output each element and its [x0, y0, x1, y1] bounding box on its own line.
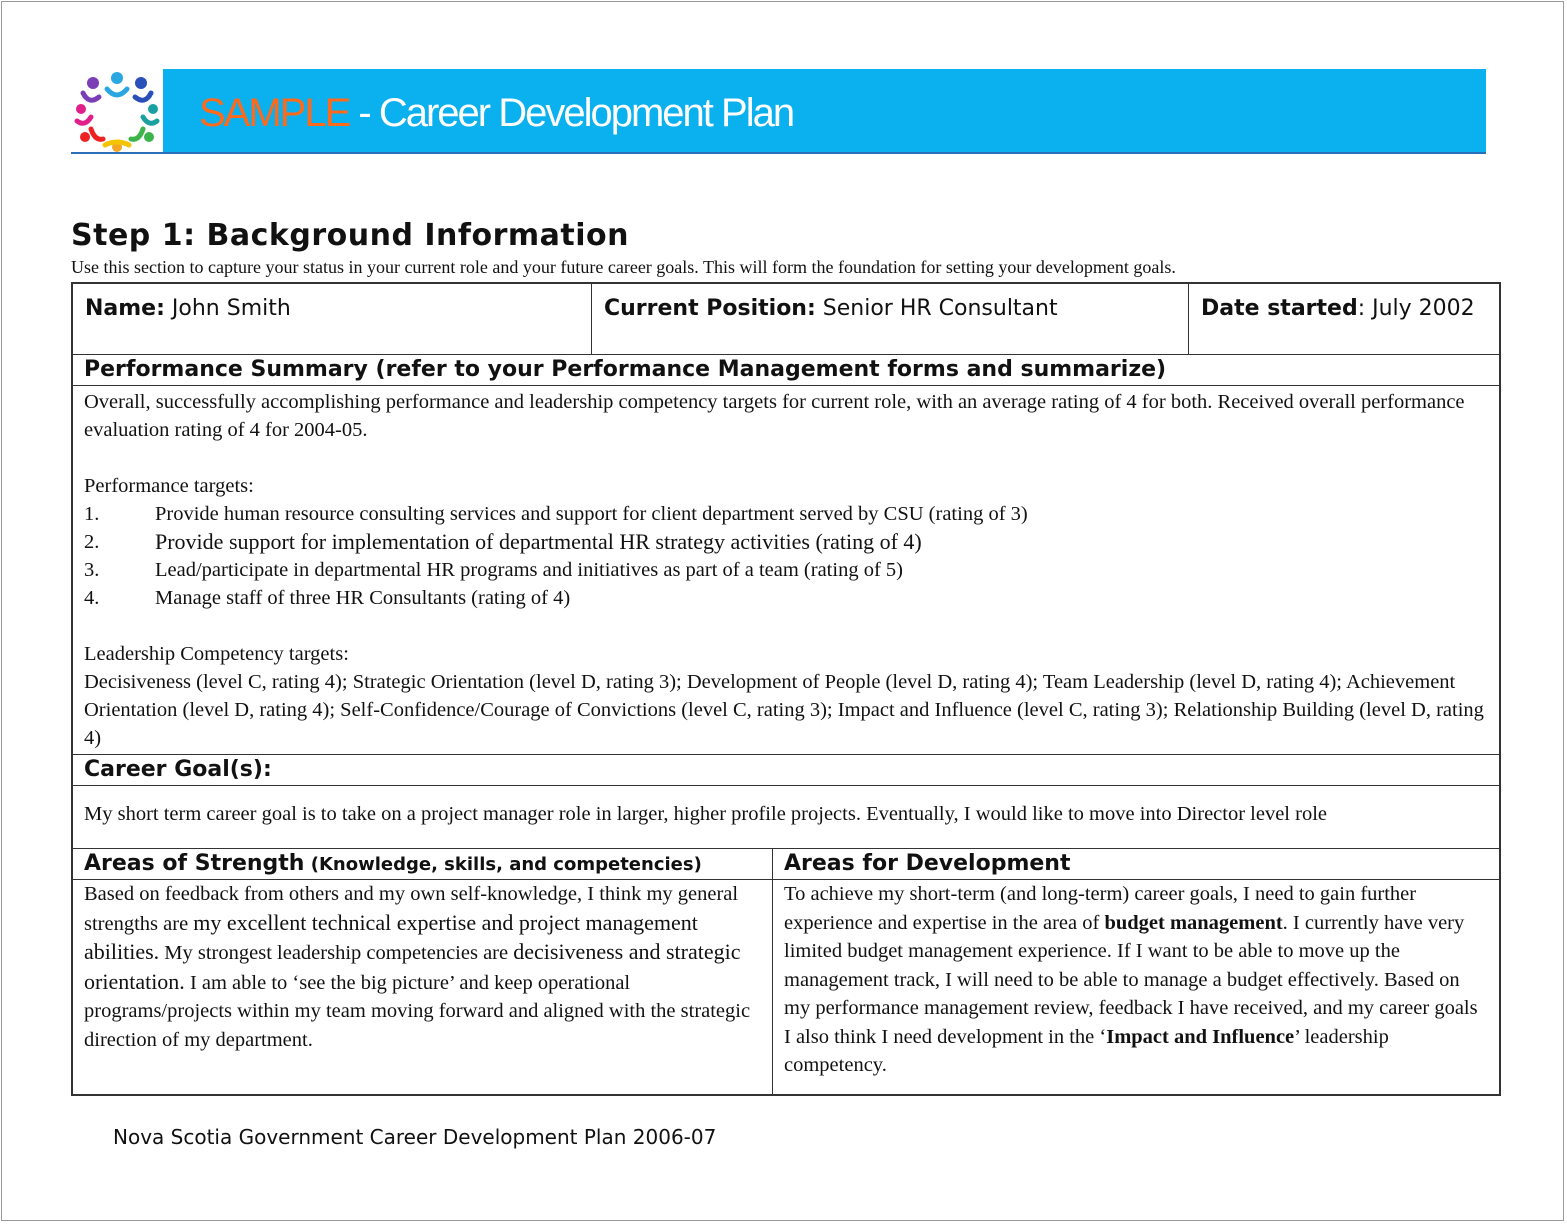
date-value: : July 2002	[1357, 296, 1475, 321]
list-text: Provide support for implementation of departmental HR strategy activities (rating of 4)	[155, 529, 922, 554]
name-cell	[73, 284, 591, 354]
people-circle-logo-icon	[71, 69, 163, 154]
sample-word: SAMPLE	[199, 91, 350, 135]
strength-text-5: I am able to ‘see the big picture’ and keep operational programs/projects within my team moving forward and aligned with the strategic direction of my department.	[84, 971, 751, 1051]
performance-body	[73, 386, 1499, 754]
performance-overall: Overall, successfully accomplishing performance and leadership competency targets for current role, with an average rating of 4 for both. Received overall performance evaluation rating of 4 for 2004-05.	[84, 391, 1465, 441]
name-value: John Smith	[164, 296, 291, 321]
list-item	[84, 584, 1488, 612]
development-text-2: budget management	[1104, 911, 1283, 934]
list-number: 2.	[84, 531, 100, 553]
date-label: Date started	[1201, 296, 1358, 321]
strength-text-2: my excellent technical expertise and project management abilities.	[84, 909, 698, 964]
strength-text-4: decisiveness and strategic orientation.	[84, 939, 741, 994]
title-text: - Career Development Plan	[349, 91, 794, 135]
name-label: Name:	[85, 296, 165, 321]
list-item	[84, 500, 1488, 528]
strength-text-3: My strongest leadership competencies are	[159, 942, 514, 964]
step-heading: Step 1: Background Information	[71, 218, 629, 253]
leadership-label: Leadership Competency targets:	[84, 643, 349, 665]
areas-heading-row	[73, 849, 1499, 880]
document-title	[199, 91, 793, 136]
background-form	[71, 282, 1501, 1096]
list-number: 4.	[84, 587, 100, 609]
info-row	[73, 284, 1499, 355]
list-item	[84, 556, 1488, 584]
areas-body-row	[73, 880, 1499, 1094]
career-body-row	[73, 786, 1499, 849]
leadership-text: Decisiveness (level C, rating 4); Strategic Orientation (level D, rating 3); Development of People (level D, rating 4); Team Leadership (level D, rating 4); Achievement Orientation (level D, rating 4); Self-Confidence/Courage of Convictions (level C, rating 3); Impact and Influence (level C, rating 3); Relationship Building (level D, rating 4)	[84, 671, 1484, 749]
list-item	[84, 528, 1488, 556]
position-cell	[591, 284, 1188, 354]
career-heading: Career Goal(s):	[84, 757, 272, 782]
date-cell	[1188, 284, 1499, 354]
career-heading-row	[73, 755, 1499, 786]
development-text-5: ’ leadership competency.	[784, 1025, 1389, 1076]
list-text: Lead/participate in departmental HR programs and initiatives as part of a team (rating of 5)	[155, 559, 903, 581]
development-body	[772, 880, 1499, 1094]
strength-body	[73, 880, 772, 1094]
performance-targets-label: Performance targets:	[84, 475, 254, 497]
development-text-4: Impact and Influence	[1106, 1025, 1295, 1048]
career-goal-text: My short term career goal is to take on a project manager role in larger, higher profile projects. Eventually, I would like to move into Director level role	[84, 803, 1327, 825]
step-intro: Use this section to capture your status in your current role and your future career goals. This will form the foundation for setting your development goals.	[71, 257, 1176, 277]
banner	[71, 69, 1486, 154]
position-label: Current Position:	[604, 296, 816, 321]
strength-heading-sub: (Knowledge, skills, and competencies)	[304, 854, 702, 875]
list-text: Manage staff of three HR Consultants (rating of 4)	[155, 587, 571, 609]
footer: Nova Scotia Government Career Development Plan 2006-07	[113, 1125, 717, 1149]
development-heading: Areas for Development	[772, 849, 1499, 879]
performance-body-row	[73, 386, 1499, 755]
banner-underline	[71, 152, 1486, 154]
performance-heading-row	[73, 355, 1499, 386]
list-number: 3.	[84, 559, 100, 581]
position-value: Senior HR Consultant	[815, 296, 1058, 321]
strength-heading-main: Areas of Strength	[84, 851, 305, 876]
strength-text-1: Based on feedback from others and my own self-knowledge, I think my general strengths are	[84, 883, 739, 935]
development-text-1: To achieve my short-term (and long-term) career goals, I need to gain further experience and expertise in the area of	[784, 883, 1417, 934]
list-number: 1.	[84, 503, 100, 525]
strength-heading	[73, 849, 772, 879]
development-text-3: . I currently have very limited budget management experience. If I want to be able to move up the management track, I will need to be able to manage a budget effectively. Based on my performance management review, feedback I have received, and my career goals I also think I need development in the ‘	[784, 911, 1478, 1048]
performance-heading: Performance Summary (refer to your Performance Management forms and summarize)	[84, 357, 1167, 382]
list-text: Provide human resource consulting services and support for client department served by CSU (rating of 3)	[155, 503, 1028, 525]
